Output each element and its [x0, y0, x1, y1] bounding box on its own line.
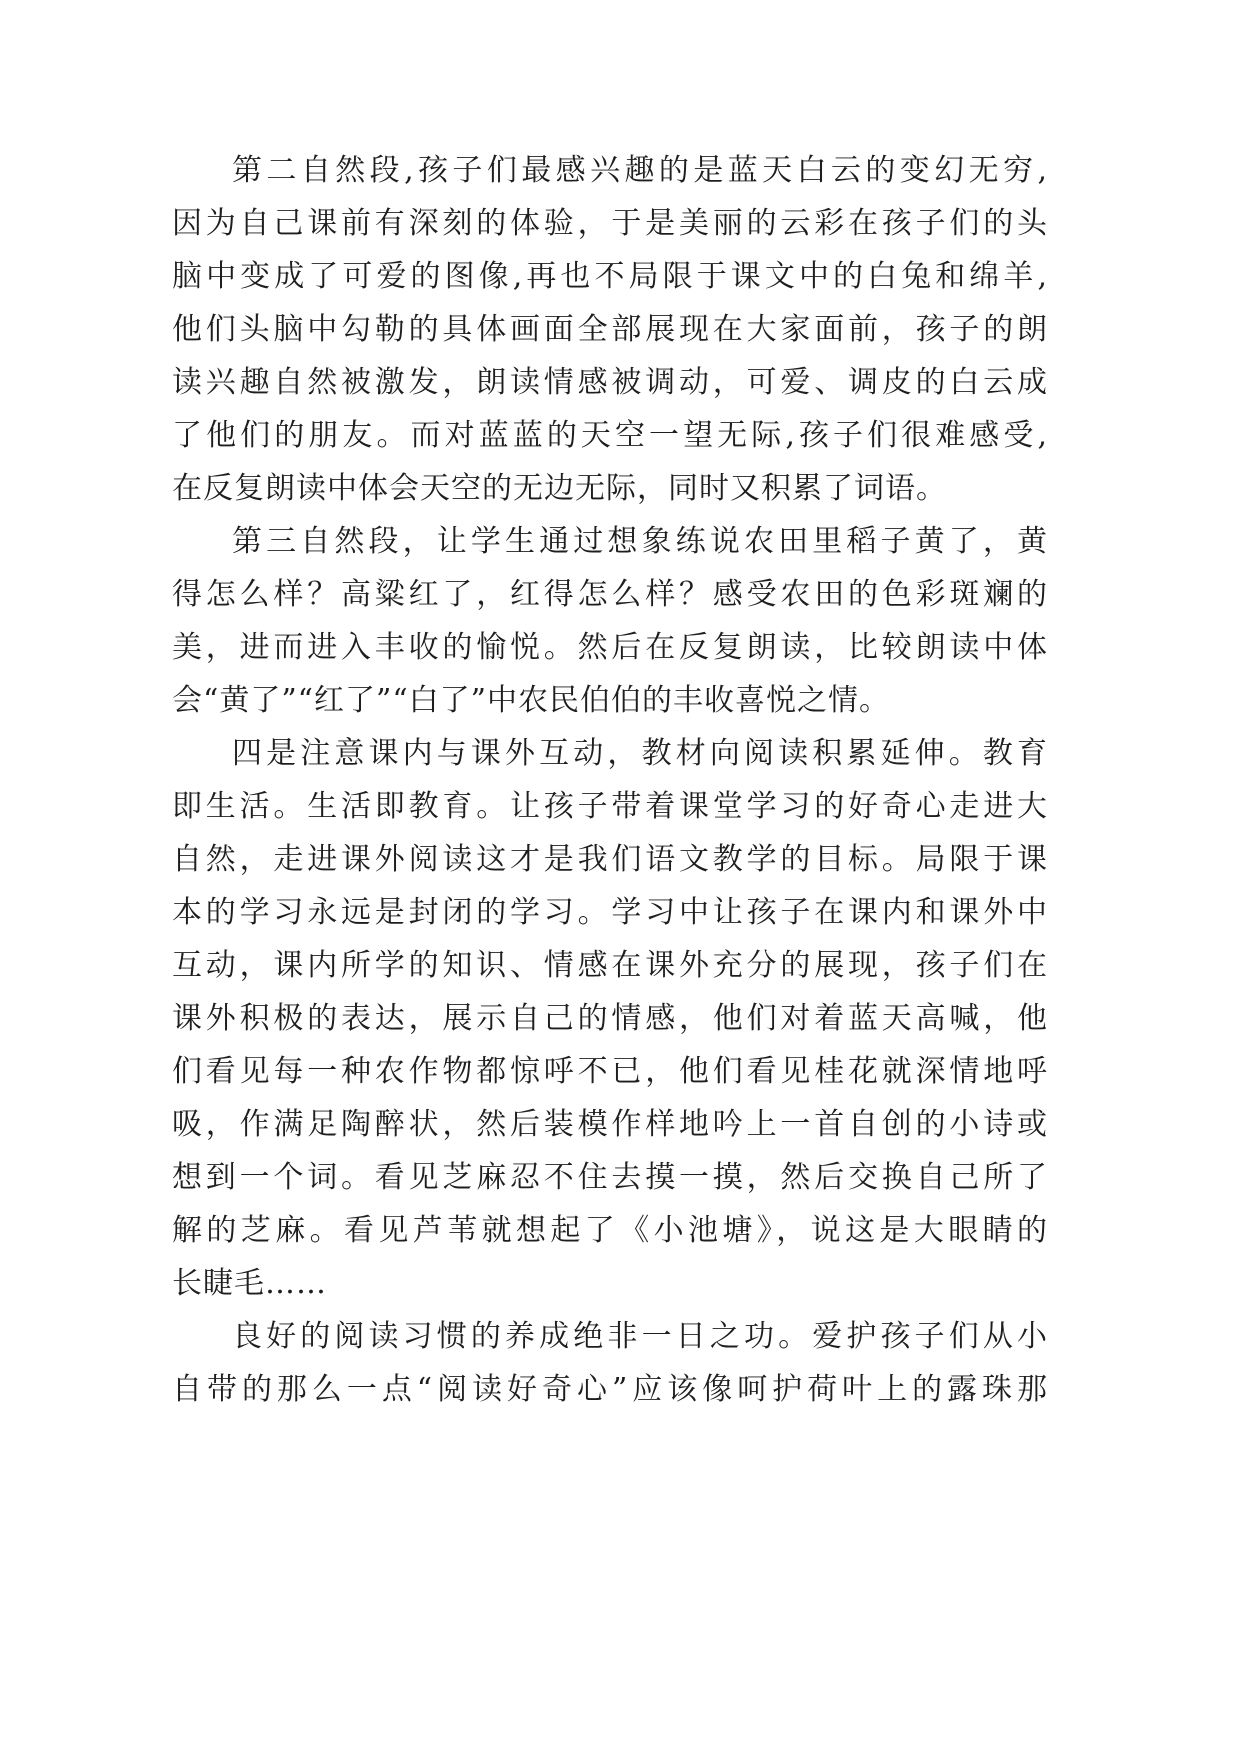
document-page [172, 144, 1048, 1416]
text-line: 即生活。生活即教育。让孩子带着课堂学习的好奇心走进大 [172, 789, 1048, 824]
text-line: 因为自己课前有深刻的体验，于是美丽的云彩在孩子们的头 [172, 206, 1048, 241]
paragraph-4 [172, 1310, 1048, 1416]
text-line: 他们头脑中勾勒的具体画面全部展现在大家面前，孩子的朗 [172, 312, 1048, 347]
text-line: 第三自然段，让学生通过想象练说农田里稻子黄了，黄 [232, 524, 1048, 559]
paragraph-3 [172, 727, 1048, 1310]
text-line: 课外积极的表达，展示自己的情感，他们对着蓝天高喊，他 [172, 1001, 1048, 1036]
text-line: 自带的那么一点“阅读好奇心”应该像呵护荷叶上的露珠那 [172, 1372, 1048, 1407]
text-line: 解的芝麻。看见芦苇就想起了《小池塘》，说这是大眼睛的 [172, 1213, 1048, 1248]
text-line: 吸，作满足陶醉状，然后装模作样地吟上一首自创的小诗或 [172, 1107, 1048, 1142]
text-line: 第二自然段,孩子们最感兴趣的是蓝天白云的变幻无穷, [232, 153, 1048, 188]
text-line: 长睫毛…… [172, 1266, 327, 1301]
text-line: 在反复朗读中体会天空的无边无际，同时又积累了词语。 [172, 471, 947, 506]
text-line: 良好的阅读习惯的养成绝非一日之功。爱护孩子们从小 [232, 1319, 1048, 1354]
text-line: 们看见每一种农作物都惊呼不已，他们看见桂花就深情地呼 [172, 1054, 1048, 1089]
text-line: 自然，走进课外阅读这才是我们语文教学的目标。局限于课 [172, 842, 1048, 877]
text-line: 得怎么样？高粱红了，红得怎么样？感受农田的色彩斑斓的 [172, 577, 1048, 612]
text-line: 读兴趣自然被激发，朗读情感被调动，可爱、调皮的白云成 [172, 365, 1048, 400]
text-line: 想到一个词。看见芝麻忍不住去摸一摸，然后交换自己所了 [172, 1160, 1048, 1195]
text-line: 四是注意课内与课外互动，教材向阅读积累延伸。教育 [232, 736, 1048, 771]
paragraph-2 [172, 515, 1048, 727]
text-line: 互动，课内所学的知识、情感在课外充分的展现，孩子们在 [172, 948, 1048, 983]
text-line: 会“黄了”“红了”“白了”中农民伯伯的丰收喜悦之情。 [172, 683, 891, 718]
text-line: 本的学习永远是封闭的学习。学习中让孩子在课内和课外中 [172, 895, 1048, 930]
text-line: 美，进而进入丰收的愉悦。然后在反复朗读，比较朗读中体 [172, 630, 1048, 665]
paragraph-1 [172, 144, 1048, 515]
text-line: 了他们的朋友。而对蓝蓝的天空一望无际,孩子们很难感受, [172, 418, 1048, 453]
text-line: 脑中变成了可爱的图像,再也不局限于课文中的白兔和绵羊, [172, 259, 1048, 294]
